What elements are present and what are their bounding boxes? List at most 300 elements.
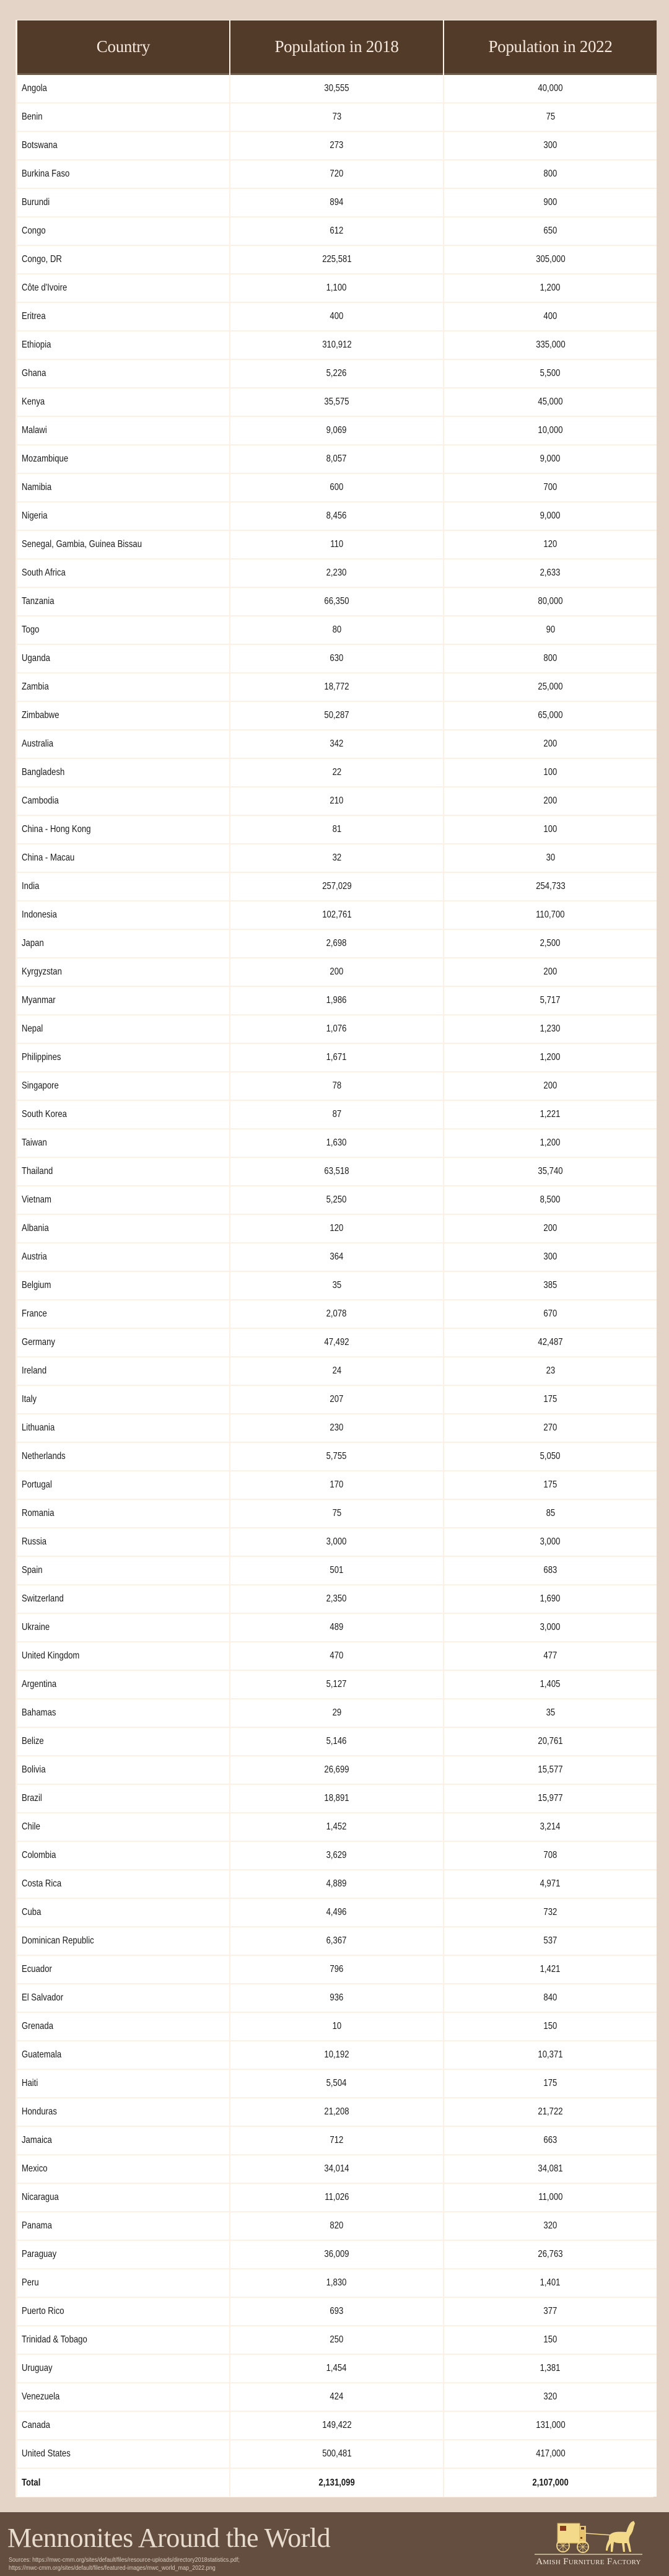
table-row — [17, 930, 657, 958]
country-cell-text: Ireland — [22, 1365, 47, 1376]
population-2018-cell-text: 22 — [332, 767, 341, 778]
population-2022-cell-text: 683 — [543, 1565, 558, 1575]
country-cell-text: Cambodia — [22, 795, 59, 806]
population-2022-cell — [444, 1842, 657, 1870]
population-2022-cell-text: 5,500 — [540, 368, 561, 379]
population-2018-cell-text: 87 — [332, 1109, 341, 1119]
population-2022-cell-text: 11,000 — [538, 2192, 563, 2202]
population-2022-cell-text: 21,722 — [538, 2106, 563, 2117]
population-2018-cell — [230, 645, 443, 673]
population-2022-cell-text: 708 — [543, 1850, 558, 1860]
population-2018-cell-text: 24 — [332, 1365, 341, 1376]
country-cell — [17, 189, 229, 217]
population-2018-cell — [230, 1044, 443, 1072]
table-row — [17, 1870, 657, 1899]
population-2018-cell-text: 1,454 — [326, 2363, 347, 2373]
population-2018-cell-text: 5,504 — [326, 2078, 347, 2088]
population-2018-cell — [230, 1500, 443, 1528]
country-cell — [17, 2070, 229, 2098]
country-cell — [17, 787, 229, 816]
population-2018-cell — [230, 1300, 443, 1329]
population-2018-cell — [230, 1728, 443, 1756]
population-2018-cell — [230, 1129, 443, 1158]
country-cell-text: Tanzania — [22, 596, 55, 607]
population-2018-cell-text: 18,772 — [324, 681, 349, 692]
country-cell-text: Spain — [22, 1565, 43, 1575]
population-2022-cell — [444, 730, 657, 759]
population-2018-cell — [230, 1101, 443, 1129]
population-2018-cell — [230, 844, 443, 873]
country-cell-text: Russia — [22, 1536, 47, 1547]
population-2018-cell — [230, 1215, 443, 1243]
population-2018-cell-text: 81 — [332, 824, 341, 835]
population-2022-cell — [444, 1443, 657, 1471]
population-2022-cell — [444, 1215, 657, 1243]
table-row — [17, 246, 657, 274]
country-cell-text: Grenada — [22, 2021, 54, 2031]
table-row — [17, 2098, 657, 2127]
country-cell-text: Botswana — [22, 140, 58, 151]
table-row — [17, 645, 657, 673]
country-cell — [17, 1728, 229, 1756]
table-row — [17, 844, 657, 873]
population-2022-cell — [444, 2326, 657, 2355]
country-cell — [17, 1842, 229, 1870]
country-cell — [17, 616, 229, 645]
population-2018-cell-text: 11,026 — [324, 2192, 349, 2202]
population-2022-cell-text: 254,733 — [535, 881, 566, 892]
population-2022-cell-text: 537 — [543, 1935, 558, 1946]
population-2018-cell-text: 200 — [330, 966, 344, 977]
table-row — [17, 730, 657, 759]
table-row — [17, 1329, 657, 1357]
country-cell — [17, 958, 229, 987]
population-2018-cell — [230, 930, 443, 958]
population-2018-cell-text: 2,350 — [326, 1593, 347, 1604]
population-2018-cell-text: 1,076 — [326, 1023, 347, 1034]
country-cell-text: Dominican Republic — [22, 1935, 94, 1946]
population-2022-cell-text: 2,500 — [540, 938, 561, 948]
country-cell-text: Venezuela — [22, 2391, 60, 2402]
country-cell — [17, 217, 229, 246]
footer-banner — [0, 2512, 669, 2576]
table-header-row — [17, 20, 657, 75]
population-2022-cell — [444, 1044, 657, 1072]
population-2018-cell — [230, 388, 443, 417]
country-cell-text: Ghana — [22, 368, 46, 379]
table-row — [17, 1756, 657, 1785]
population-2022-cell — [444, 816, 657, 844]
population-2018-cell-text: 9,069 — [326, 425, 347, 436]
population-2022-cell — [444, 103, 657, 132]
table-row — [17, 559, 657, 588]
country-cell — [17, 1215, 229, 1243]
population-2022-cell-text: 200 — [543, 795, 558, 806]
population-2022-cell — [444, 1357, 657, 1386]
total-row — [17, 2469, 657, 2497]
population-2022-cell-text: 320 — [543, 2220, 558, 2231]
population-2022-cell-text: 900 — [543, 197, 558, 208]
country-cell-text: Namibia — [22, 482, 52, 493]
population-2022-cell-text: 663 — [543, 2135, 558, 2145]
country-cell-text: Portugal — [22, 1479, 52, 1490]
population-2018-cell-text: 273 — [330, 140, 344, 151]
population-2018-cell — [230, 673, 443, 702]
table-row — [17, 1785, 657, 1813]
population-2018-cell-text: 6,367 — [326, 1935, 347, 1946]
population-2022-cell-text: 1,401 — [540, 2277, 561, 2288]
population-2018-cell-text: 35,575 — [324, 396, 349, 407]
population-2022-cell — [444, 958, 657, 987]
population-2022-cell — [444, 2269, 657, 2298]
country-cell — [17, 132, 229, 160]
population-2018-cell-text: 8,057 — [326, 453, 347, 464]
population-2018-cell-text: 489 — [330, 1622, 344, 1632]
population-2018-cell-text: 63,518 — [324, 1166, 349, 1176]
population-2018-cell — [230, 331, 443, 360]
population-2022-cell-text: 131,000 — [535, 2420, 566, 2430]
total-2018-cell — [230, 2469, 443, 2497]
population-2018-cell — [230, 1642, 443, 1671]
country-cell — [17, 1243, 229, 1272]
table-row — [17, 388, 657, 417]
population-2022-cell — [444, 132, 657, 160]
population-2018-cell — [230, 2098, 443, 2127]
population-2018-cell-text: 2,698 — [326, 938, 347, 948]
country-cell-text: India — [22, 881, 40, 892]
population-2022-cell-text: 45,000 — [538, 396, 563, 407]
table-row — [17, 2355, 657, 2383]
population-2022-cell-text: 34,081 — [538, 2163, 563, 2174]
population-2018-cell-text: 5,146 — [326, 1736, 347, 1746]
population-2018-cell — [230, 1386, 443, 1414]
country-cell — [17, 2212, 229, 2241]
country-cell-text: Zimbabwe — [22, 710, 59, 721]
population-2018-cell — [230, 1927, 443, 1956]
population-2018-cell-text: 342 — [330, 738, 344, 749]
country-cell-text: China - Hong Kong — [22, 824, 91, 835]
population-2018-cell-text: 102,761 — [321, 909, 352, 920]
population-2018-cell — [230, 1272, 443, 1300]
population-2018-cell-text: 630 — [330, 653, 344, 664]
population-2018-cell — [230, 1899, 443, 1927]
population-2022-cell — [444, 1699, 657, 1728]
table-row — [17, 1671, 657, 1699]
population-2022-cell — [444, 2127, 657, 2155]
population-2018-cell-text: 712 — [330, 2135, 344, 2145]
table-row — [17, 1272, 657, 1300]
population-2022-cell-text: 385 — [543, 1280, 558, 1290]
population-2018-cell — [230, 1414, 443, 1443]
population-2018-cell — [230, 1756, 443, 1785]
country-cell-text: Bangladesh — [22, 767, 65, 778]
population-2022-cell — [444, 1386, 657, 1414]
country-cell — [17, 1129, 229, 1158]
country-cell-text: Zambia — [22, 681, 49, 692]
country-cell — [17, 873, 229, 901]
population-2018-cell — [230, 274, 443, 303]
population-2022-cell-text: 800 — [543, 653, 558, 664]
population-2018-cell-text: 34,014 — [324, 2163, 349, 2174]
table-row — [17, 1044, 657, 1072]
country-cell-text: Mexico — [22, 2163, 48, 2174]
population-2022-cell-text: 300 — [543, 1251, 558, 1262]
population-2018-cell-text: 3,000 — [326, 1536, 347, 1547]
population-2022-cell-text: 700 — [543, 482, 558, 493]
population-table — [16, 20, 658, 2497]
country-cell-text: Japan — [22, 938, 44, 948]
table-row — [17, 160, 657, 189]
population-2022-cell-text: 40,000 — [538, 83, 563, 94]
population-2018-cell-text: 310,912 — [321, 340, 352, 350]
country-cell-text: South Africa — [22, 567, 66, 578]
population-2022-cell-text: 110,700 — [536, 909, 565, 920]
population-2022-cell — [444, 474, 657, 502]
country-cell-text: Myanmar — [22, 995, 56, 1005]
population-2018-cell — [230, 2013, 443, 2041]
population-2022-cell-text: 1,230 — [540, 1023, 561, 1034]
column-header-country: Country — [17, 20, 229, 75]
country-cell — [17, 1899, 229, 1927]
population-2018-cell — [230, 217, 443, 246]
population-2022-cell-text: 800 — [543, 169, 558, 179]
population-2022-cell-text: 1,421 — [540, 1964, 561, 1974]
population-2022-cell — [444, 2412, 657, 2440]
population-2018-cell — [230, 1984, 443, 2013]
country-cell — [17, 2269, 229, 2298]
population-2022-cell-text: 200 — [543, 738, 558, 749]
country-cell-text: Bolivia — [22, 1764, 46, 1775]
country-cell — [17, 2155, 229, 2184]
population-2022-cell — [444, 787, 657, 816]
country-cell — [17, 474, 229, 502]
population-2022-cell — [444, 1243, 657, 1272]
population-2022-cell — [444, 502, 657, 531]
table-row — [17, 1300, 657, 1329]
population-2018-cell — [230, 2298, 443, 2326]
table-row — [17, 1158, 657, 1186]
country-cell-text: Guatemala — [22, 2049, 62, 2060]
population-2018-cell — [230, 1186, 443, 1215]
population-2018-cell-text: 4,889 — [326, 1878, 347, 1889]
population-2018-cell — [230, 2070, 443, 2098]
country-cell-text: Eritrea — [22, 311, 46, 322]
table-row — [17, 1215, 657, 1243]
country-cell-text: Indonesia — [22, 909, 57, 920]
population-2022-cell-text: 42,487 — [538, 1337, 563, 1347]
population-2018-cell-text: 364 — [330, 1251, 344, 1262]
population-2018-cell-text: 10,192 — [324, 2049, 349, 2060]
table-row — [17, 759, 657, 787]
population-2018-cell-text: 73 — [332, 112, 341, 122]
population-2018-cell — [230, 2184, 443, 2212]
population-2022-cell — [444, 1414, 657, 1443]
population-2022-cell — [444, 1785, 657, 1813]
country-cell — [17, 559, 229, 588]
population-2022-cell-text: 5,050 — [540, 1451, 561, 1461]
country-cell-text: Chile — [22, 1821, 40, 1832]
country-cell-text: Netherlands — [22, 1451, 66, 1461]
country-cell — [17, 702, 229, 730]
country-cell — [17, 160, 229, 189]
country-cell — [17, 2098, 229, 2127]
country-cell — [17, 103, 229, 132]
population-2018-cell-text: 36,009 — [324, 2249, 349, 2259]
table-row — [17, 1243, 657, 1272]
population-2018-cell-text: 66,350 — [324, 596, 349, 607]
table-row — [17, 274, 657, 303]
table-row — [17, 1186, 657, 1215]
population-2018-cell-text: 78 — [332, 1080, 341, 1091]
table-row — [17, 787, 657, 816]
population-2022-cell-text: 5,717 — [540, 995, 561, 1005]
country-cell — [17, 1956, 229, 1984]
population-2018-cell-text: 5,226 — [326, 368, 347, 379]
population-2022-cell-text: 1,200 — [540, 1137, 561, 1148]
population-2018-cell — [230, 1614, 443, 1642]
population-2018-cell — [230, 2326, 443, 2355]
country-cell-text: Congo — [22, 226, 46, 236]
population-2022-cell — [444, 702, 657, 730]
population-2022-cell — [444, 930, 657, 958]
population-2018-cell — [230, 616, 443, 645]
country-cell-text: Argentina — [22, 1679, 57, 1689]
country-cell — [17, 1101, 229, 1129]
population-2018-cell — [230, 417, 443, 445]
population-2022-cell — [444, 2098, 657, 2127]
population-2022-cell-text: 100 — [543, 767, 558, 778]
population-2018-cell — [230, 1870, 443, 1899]
population-2022-cell-text: 840 — [543, 1992, 558, 2003]
population-2018-cell — [230, 2440, 443, 2469]
sources-line-1: Sources: https://mwc-cmm.org/sites/default/files/resource-uploads/directory2018statistics.pdf; — [9, 2556, 240, 2564]
country-cell-text: Trinidad & Tobago — [22, 2334, 87, 2345]
table-row — [17, 2212, 657, 2241]
table-row — [17, 531, 657, 559]
population-2018-cell — [230, 730, 443, 759]
population-2022-cell — [444, 75, 657, 103]
country-cell-text: Ecuador — [22, 1964, 52, 1974]
population-2018-cell-text: 230 — [330, 1422, 344, 1433]
country-cell — [17, 2041, 229, 2070]
population-2022-cell — [444, 1300, 657, 1329]
population-2022-cell — [444, 1557, 657, 1585]
population-2018-cell — [230, 2155, 443, 2184]
population-2022-cell — [444, 1101, 657, 1129]
table-row — [17, 2326, 657, 2355]
country-cell — [17, 1699, 229, 1728]
population-2018-cell — [230, 2127, 443, 2155]
table-row — [17, 816, 657, 844]
population-2018-cell — [230, 1471, 443, 1500]
population-2022-cell-text: 35,740 — [538, 1166, 563, 1176]
population-2018-cell-text: 500,481 — [321, 2448, 352, 2459]
population-2022-cell-text: 417,000 — [535, 2448, 566, 2459]
population-2018-cell — [230, 502, 443, 531]
table-row — [17, 75, 657, 103]
population-2018-cell-text: 1,630 — [326, 1137, 347, 1148]
country-cell — [17, 1813, 229, 1842]
country-cell-text: Switzerland — [22, 1593, 64, 1604]
population-2018-cell — [230, 1699, 443, 1728]
population-2018-cell — [230, 2355, 443, 2383]
population-2022-cell — [444, 2070, 657, 2098]
country-cell — [17, 759, 229, 787]
population-2018-cell-text: 110 — [330, 539, 343, 550]
country-cell-text: Australia — [22, 738, 54, 749]
population-2022-cell — [444, 331, 657, 360]
country-cell-text: Nepal — [22, 1023, 43, 1034]
population-2018-cell — [230, 103, 443, 132]
table-row — [17, 958, 657, 987]
table-row — [17, 1642, 657, 1671]
country-cell-text: Belize — [22, 1736, 44, 1746]
population-2018-cell-text: 75 — [332, 1508, 341, 1518]
population-2018-cell-text: 5,755 — [326, 1451, 347, 1461]
country-cell — [17, 2326, 229, 2355]
country-cell-text: Paraguay — [22, 2249, 57, 2259]
population-2022-cell — [444, 759, 657, 787]
population-2018-cell — [230, 189, 443, 217]
population-2022-cell-text: 400 — [543, 311, 558, 322]
population-2018-cell — [230, 958, 443, 987]
country-cell — [17, 246, 229, 274]
horse-and-buggy-icon — [523, 2518, 654, 2556]
table-row — [17, 360, 657, 388]
population-2018-cell-text: 2,078 — [326, 1308, 347, 1319]
country-cell — [17, 2241, 229, 2269]
country-cell — [17, 303, 229, 331]
table-row — [17, 1557, 657, 1585]
population-2022-cell-text: 9,000 — [540, 510, 561, 521]
population-2018-cell — [230, 445, 443, 474]
population-2022-cell-text: 200 — [543, 966, 558, 977]
population-2022-cell — [444, 1158, 657, 1186]
population-2022-cell — [444, 2041, 657, 2070]
population-2022-cell-text: 175 — [543, 2078, 558, 2088]
table-row — [17, 1699, 657, 1728]
population-2022-cell-text: 1,221 — [540, 1109, 561, 1119]
population-2022-cell — [444, 1500, 657, 1528]
country-cell-text: Brazil — [22, 1793, 42, 1803]
country-cell-text: Costa Rica — [22, 1878, 62, 1889]
population-2022-cell-text: 3,000 — [540, 1622, 561, 1632]
population-2022-cell — [444, 217, 657, 246]
table-row — [17, 2412, 657, 2440]
country-cell-text: Kyrgyzstan — [22, 966, 62, 977]
population-2018-cell-text: 5,127 — [326, 1679, 347, 1689]
population-2018-cell — [230, 1158, 443, 1186]
sources-line-2: https://mwc-cmm.org/sites/default/files/featured-images/mwc_world_map_2022.png — [9, 2564, 216, 2572]
country-cell — [17, 1443, 229, 1471]
population-2022-cell — [444, 1956, 657, 1984]
country-cell — [17, 1158, 229, 1186]
country-cell — [17, 1386, 229, 1414]
population-2018-cell-text: 149,422 — [321, 2420, 352, 2430]
population-2018-cell-text: 1,830 — [326, 2277, 347, 2288]
table-row — [17, 1357, 657, 1386]
population-2022-cell-text: 9,000 — [540, 453, 561, 464]
country-cell — [17, 1870, 229, 1899]
country-cell-text: Togo — [22, 624, 40, 635]
population-2018-cell-text: 2,230 — [326, 567, 347, 578]
country-cell-text: Cuba — [22, 1907, 42, 1917]
population-2022-cell-text: 3,214 — [540, 1821, 561, 1832]
population-2018-cell-text: 170 — [330, 1479, 344, 1490]
population-2018-cell — [230, 1557, 443, 1585]
country-cell-text: Malawi — [22, 425, 47, 436]
amish-furniture-factory-logo — [523, 2518, 654, 2572]
